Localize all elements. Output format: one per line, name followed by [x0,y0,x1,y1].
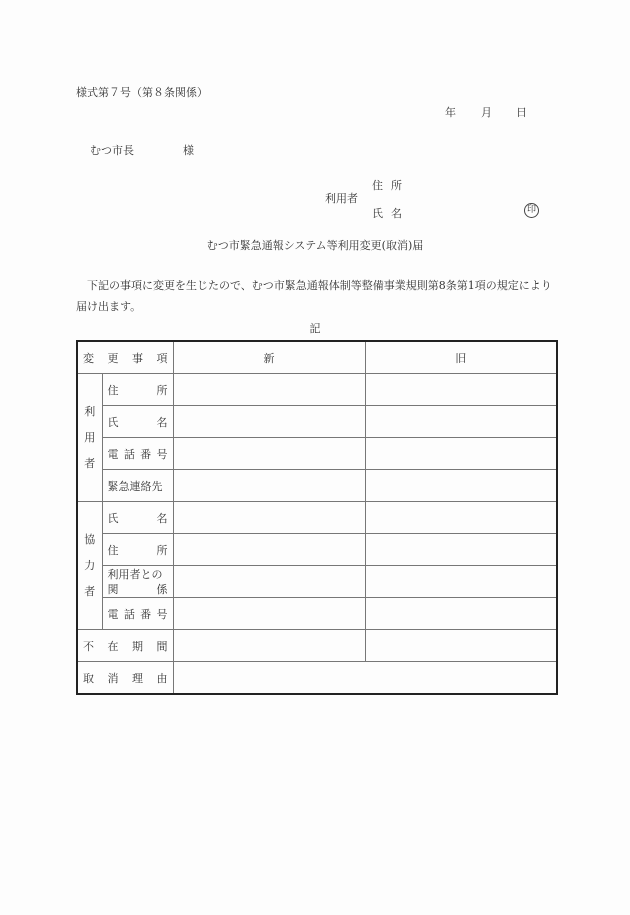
seal-icon: 印 [524,203,539,218]
user-group-label: 利 用 者 [77,374,102,502]
honorific: 様 [183,144,194,157]
cooperator-address-old-field[interactable] [365,534,557,566]
cooperator-name-old-field[interactable] [365,502,557,534]
absence-period-new-field[interactable] [173,630,365,662]
table-row [77,374,557,406]
table-row [77,534,557,566]
user-name-label: 氏 名 [102,406,173,438]
table-row [77,470,557,502]
cooperator-phone-old-field[interactable] [365,598,557,630]
user-emergency-old-field[interactable] [365,470,557,502]
cooperator-phone-label: 電 話 番 号 [102,598,173,630]
date-year-label: 年 [445,106,456,119]
change-form-table [76,340,558,695]
table-row [77,598,557,630]
form-number: 様式第７号（第８条関係） [76,86,208,99]
date-month-label: 月 [481,106,492,119]
user-emergency-contact-label: 緊急連絡先 [102,470,173,502]
table-row [77,662,557,695]
cooperator-name-label: 氏 名 [102,502,173,534]
applicant-name-label: 氏名 [372,207,410,220]
ki-heading: 記 [309,322,321,335]
user-emergency-new-field[interactable] [173,470,365,502]
cooperator-address-new-field[interactable] [173,534,365,566]
table-row [77,438,557,470]
user-address-old-field[interactable] [365,374,557,406]
header-item [77,341,173,374]
absence-period-old-field[interactable] [365,630,557,662]
table-row [77,502,557,534]
user-name-old-field[interactable] [365,406,557,438]
user-phone-new-field[interactable] [173,438,365,470]
absence-period-label: 不 在 期 間 [77,630,173,662]
header-old: 旧 [365,341,557,374]
user-phone-old-field[interactable] [365,438,557,470]
user-address-label: 住 所 [102,374,173,406]
table-header-row [77,341,557,374]
user-phone-label: 電 話 番 号 [102,438,173,470]
applicant-address-label: 住所 [372,179,410,192]
cancel-reason-field[interactable] [173,662,557,695]
user-name-new-field[interactable] [173,406,365,438]
table-row [77,630,557,662]
addressee: むつ市長 [90,144,134,157]
table-row [77,406,557,438]
cooperator-relationship-new-field[interactable] [173,566,365,598]
applicant-label: 利用者 [325,192,358,205]
cooperator-name-new-field[interactable] [173,502,365,534]
header-item-label: 変 更 事 項 [83,351,168,365]
cooperator-address-label: 住 所 [102,534,173,566]
cooperator-group-label: 協 力 者 [77,502,102,630]
cancel-reason-label: 取 消 理 由 [77,662,173,695]
cooperator-relationship-old-field[interactable] [365,566,557,598]
cooperator-relationship-label: 利用者との 関 係 [102,566,173,598]
body-text: 下記の事項に変更を生じたので、むつ市緊急通報体制等整備事業規則第8条第1項の規定により届け出ます。 [76,279,552,313]
table-row [77,566,557,598]
header-new: 新 [173,341,365,374]
user-address-new-field[interactable] [173,374,365,406]
cooperator-phone-new-field[interactable] [173,598,365,630]
date-day-label: 日 [516,106,527,119]
document-title: むつ市緊急通報システム等利用変更(取消)届 [206,239,424,252]
